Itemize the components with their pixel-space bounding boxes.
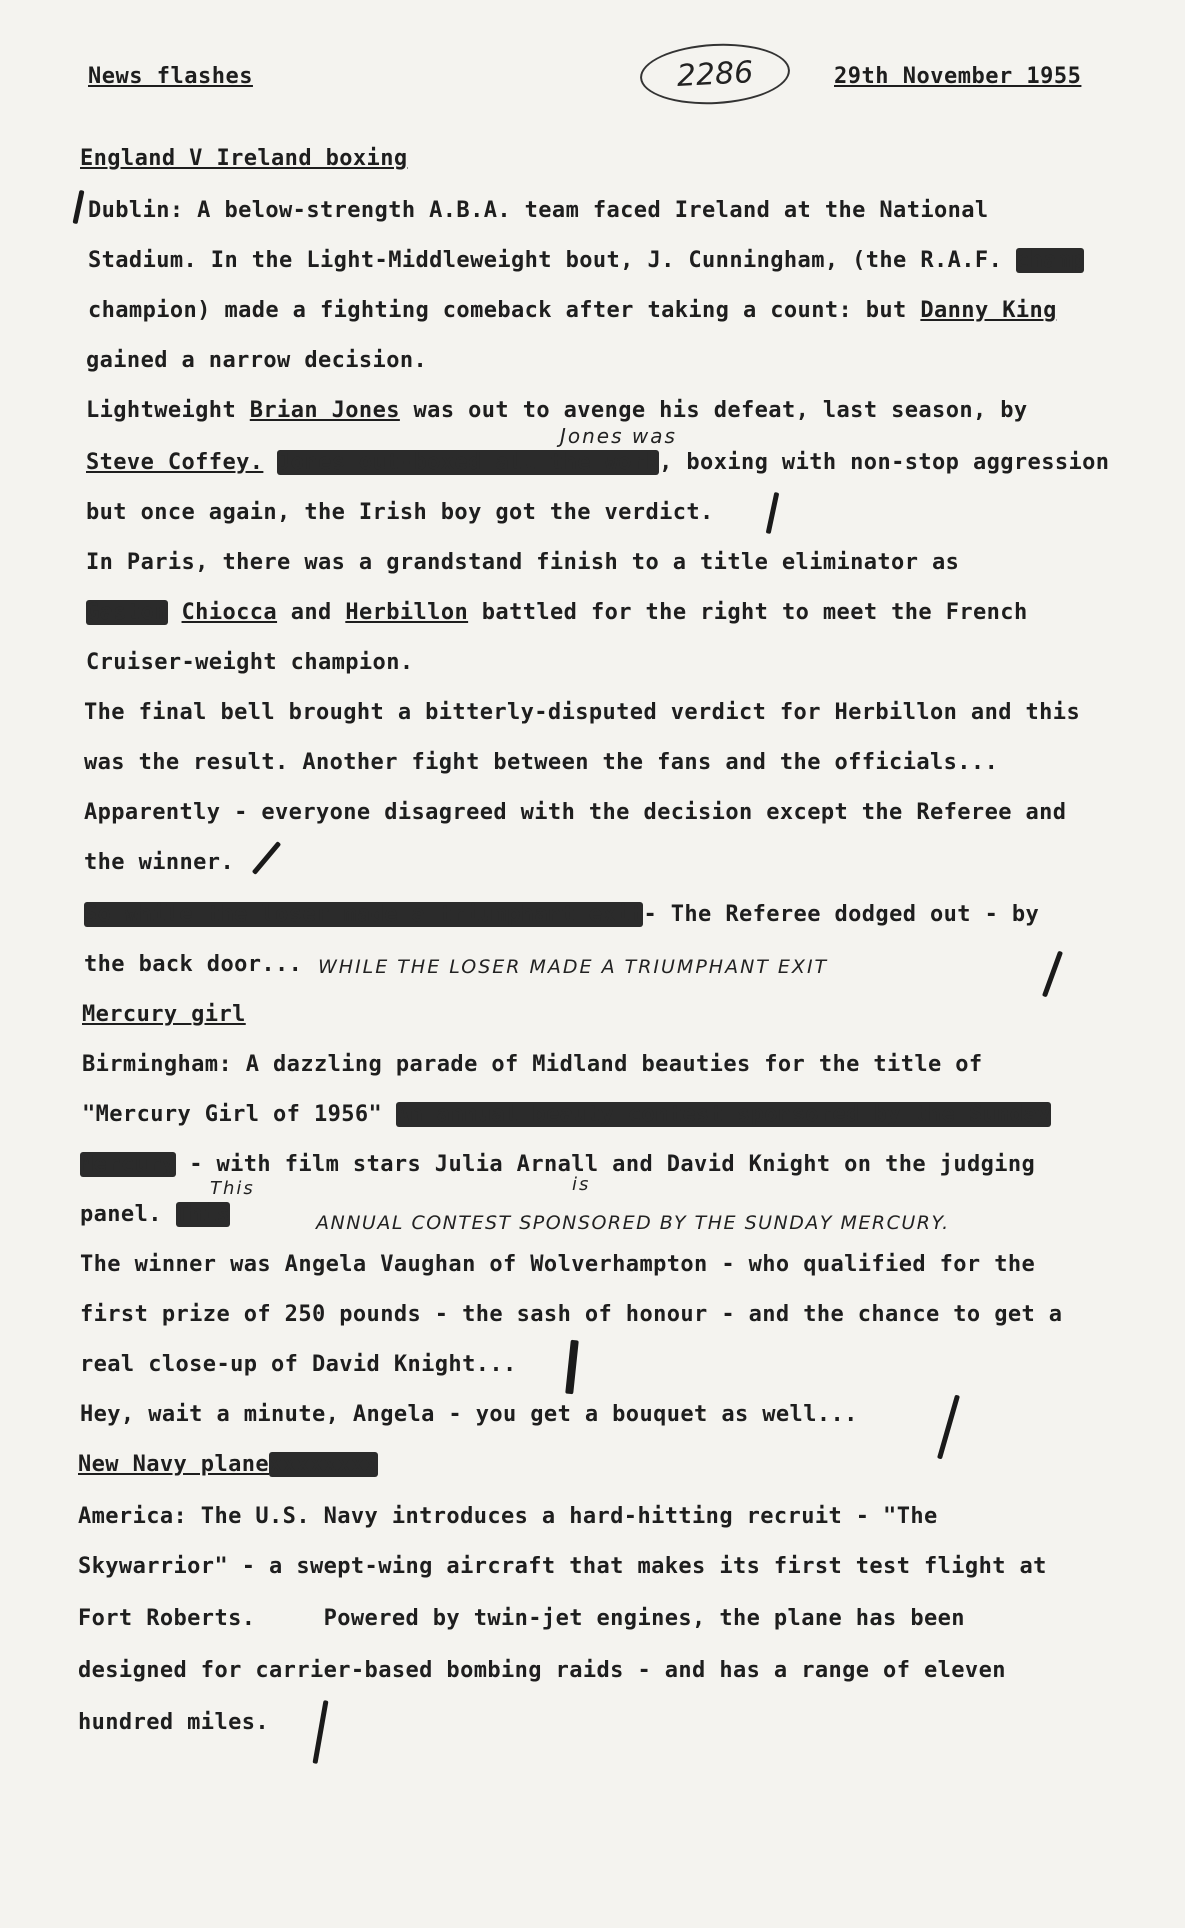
header-date: 29th November 1955 — [834, 64, 1082, 89]
text-line: Lightweight Brian Jones was out to avenge his defeat, last season, by — [86, 398, 1028, 423]
edit-slash-mark — [766, 492, 780, 534]
section-title-boxing: England V Ireland boxing — [80, 146, 408, 171]
edit-slash-mark — [937, 1395, 960, 1460]
text-line: Cruiser-weight champion. — [86, 650, 414, 675]
section-title-navy: New Navy planexxxxxxxx — [78, 1452, 379, 1477]
text-line: but once again, the Irish boy got the verdict. — [86, 500, 714, 525]
text-line: "Mercury Girl of 1956" An annual beauty contest sponsored by the Sunday — [82, 1102, 1051, 1127]
text-line: panel. This — [80, 1202, 231, 1227]
text-line: real close-up of David Knight... — [80, 1352, 517, 1377]
text-line: In Paris, there was a grandstand finish to a title eliminator as — [86, 550, 960, 575]
text-line: the winner. — [84, 850, 235, 875]
text-line: champion) made a fighting comeback after taking a count: but Danny King — [88, 298, 1057, 323]
archive-number-stamp — [639, 40, 792, 108]
handwritten-insert: WHILE THE LOSER MADE A TRIUMPHANT EXIT — [318, 956, 829, 978]
text-line: America: The U.S. Navy introduces a hard-hitting recruit - "The — [78, 1504, 938, 1529]
text-line: The final bell brought a bitterly-disputed verdict for Herbillon and this — [84, 700, 1081, 725]
text-line: Mercury - with film stars Julia Arnall and David Knight on the judging — [80, 1152, 1036, 1177]
text-line: first prize of 250 pounds - the sash of honour - and the chance to get a — [80, 1302, 1063, 1327]
stamp-number: 2286 — [675, 54, 755, 94]
edit-slash-mark — [252, 841, 282, 875]
handwritten-insert: ANNUAL CONTEST SPONSORED BY THE SUNDAY MERCURY. — [316, 1212, 950, 1234]
text-line: Stadium. In the Light-Middleweight bout, J. Cunningham, (the R.A.F. champ — [88, 248, 1085, 273]
edit-slash-mark — [73, 190, 85, 224]
edit-slash-mark — [1042, 951, 1063, 998]
text-line: The winner was Angela Vaughan of Wolverhampton - who qualified for the — [80, 1252, 1036, 1277]
handwritten-insert: This — [210, 1178, 255, 1199]
text-line: the back door... — [84, 952, 303, 977]
text-line: Skywarrior" - a swept-wing aircraft that makes its first test flight at — [78, 1554, 1047, 1579]
text-line: hundred miles. — [78, 1710, 270, 1735]
text-line: So while the loser made a triumphant exit- The Referee dodged out - by — [84, 902, 1040, 927]
edit-slash-mark — [565, 1340, 579, 1395]
text-line: gained a narrow decision. — [86, 348, 428, 373]
text-line: was the result. Another fight between the fans and the officials... — [84, 750, 999, 775]
text-line: Fort Roberts. Powered by twin-jet engines, the plane has been — [78, 1606, 965, 1631]
text-line: Gaston Chiocca and Herbillon battled for the right to meet the French — [86, 600, 1028, 625]
handwritten-insert: is — [572, 1174, 591, 1195]
text-line: Apparently - everyone disagreed with the decision except the Referee and — [84, 800, 1067, 825]
section-title-mercury: Mercury girl — [82, 1002, 246, 1027]
header-title: News flashes — [88, 64, 253, 89]
text-line: Hey, wait a minute, Angela - you get a bouquet as well... — [80, 1402, 858, 1427]
text-line: Birmingham: A dazzling parade of Midland beauties for the title of — [82, 1052, 983, 1077]
text-line: designed for carrier-based bombing raids - and has a range of eleven — [78, 1658, 1006, 1683]
handwritten-insert: Jones was — [560, 424, 677, 448]
text-line: Dublin: A below-strength A.B.A. team faced Ireland at the National — [88, 198, 989, 223]
edit-slash-mark — [312, 1700, 328, 1764]
text-line: Steve Coffey. Jones out-boxed all the work, boxing with non-stop aggression — [86, 450, 1110, 475]
